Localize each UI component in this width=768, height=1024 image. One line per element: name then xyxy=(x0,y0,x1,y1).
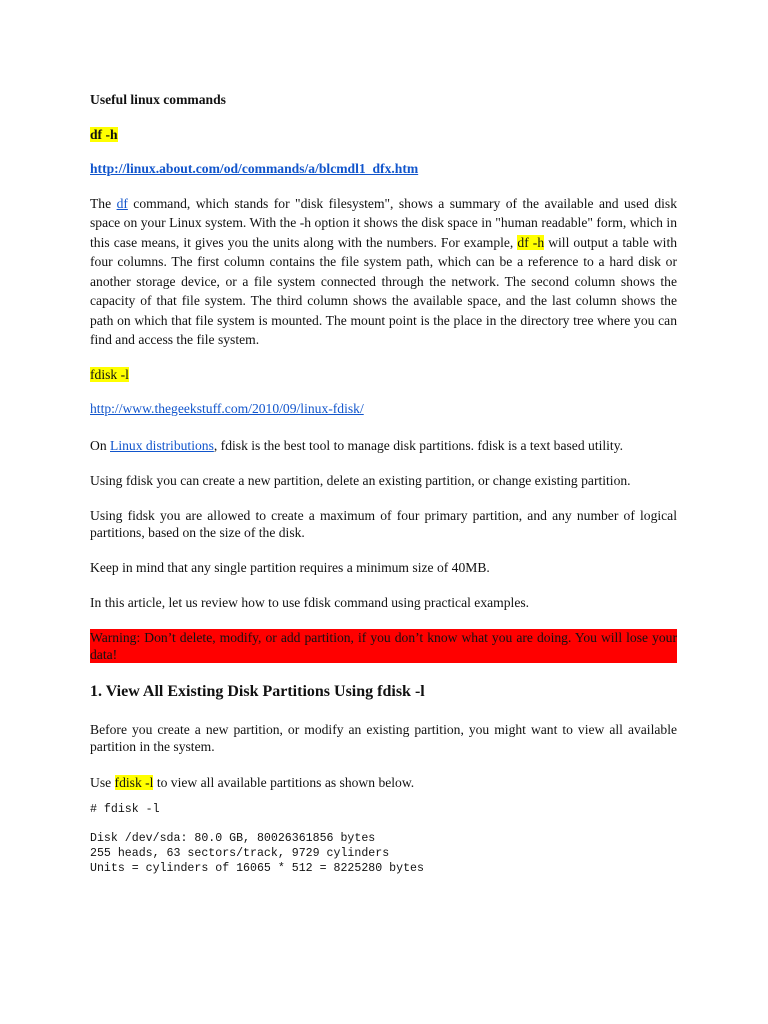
warning-banner: Warning: Don’t delete, modify, or add partition, if you don’t know what you are doing. You will lose your data! xyxy=(90,629,677,662)
article-paragraph: In this article, let us review how to use fdisk command using practical examples. xyxy=(90,594,530,610)
document-body xyxy=(90,90,677,876)
fdisk-l-highlight: fdisk -l xyxy=(114,774,154,790)
fdisk-url-link[interactable]: http://www.thegeekstuff.com/2010/09/linux-fdisk/ xyxy=(90,401,364,416)
df-description xyxy=(90,194,677,350)
use-pre: Use xyxy=(90,774,115,790)
on-post: , fdisk is the best tool to manage disk partitions. fdisk is a text based utility. xyxy=(213,437,624,453)
use-fdisk-paragraph xyxy=(90,773,677,793)
fdisk-command-heading xyxy=(90,365,677,385)
df-link[interactable]: df xyxy=(116,195,128,211)
df-command-heading xyxy=(90,125,677,145)
before-paragraph: Before you create a new partition, or modify an existing partition, you might want to view all available partition in the system. xyxy=(90,721,677,754)
df-url-paragraph xyxy=(90,159,677,179)
df-command-highlight: df -h xyxy=(90,126,118,142)
df-desc-post: will output a table with four columns. The first column contains the file system path, which can be a reference to a hard disk or another storage device, or a file system connected through the network. The second column shows the capacity of that file system. The third column shows the available space, and the last column shows the path on which that file system is mounted. The mount point is the place in the directory tree where you can find and access the file system. xyxy=(90,234,678,347)
section1-heading: 1. View All Existing Disk Partitions Using fdisk -l xyxy=(90,682,425,700)
fdisk-command-highlight: fdisk -l xyxy=(90,366,129,382)
code-output: Disk /dev/sda: 80.0 GB, 80026361856 bytes 255 heads, 63 sectors/track, 9729 cylinders Units = cylinders of 16065 * 512 = 8225280 bytes xyxy=(90,832,424,875)
use-post: to view all available partitions as shown below. xyxy=(153,774,415,790)
fdisk-create-paragraph: Using fdisk you can create a new partition, delete an existing partition, or change existing partition. xyxy=(90,472,631,488)
fdisk-min-paragraph: Keep in mind that any single partition requires a minimum size of 40MB. xyxy=(90,559,490,575)
fdisk-max-paragraph: Using fidsk you are allowed to create a maximum of four primary partition, and any number of logical partitions, based on the size of the disk. xyxy=(90,507,677,540)
fdisk-url-paragraph xyxy=(90,399,677,419)
df-desc-mid: command, which stands for "disk filesystem", shows a summary of the available and used disk space on your Linux system. With the -h option it shows the disk space in "human readable" form, which in this case means, it gives you the units along with the numbers. For example, xyxy=(90,195,677,250)
df-desc-pre: The xyxy=(90,195,117,211)
doc-title: Useful linux commands xyxy=(90,92,226,107)
fdisk-intro xyxy=(90,437,677,454)
on-pre: On xyxy=(90,437,111,453)
code-command: # fdisk -l xyxy=(90,803,160,816)
df-h-highlight: df -h xyxy=(517,234,545,250)
df-url-link[interactable]: http://linux.about.com/od/commands/a/blcmdl1_dfx.htm xyxy=(90,161,419,176)
linux-distributions-link[interactable]: Linux distributions xyxy=(110,437,214,453)
